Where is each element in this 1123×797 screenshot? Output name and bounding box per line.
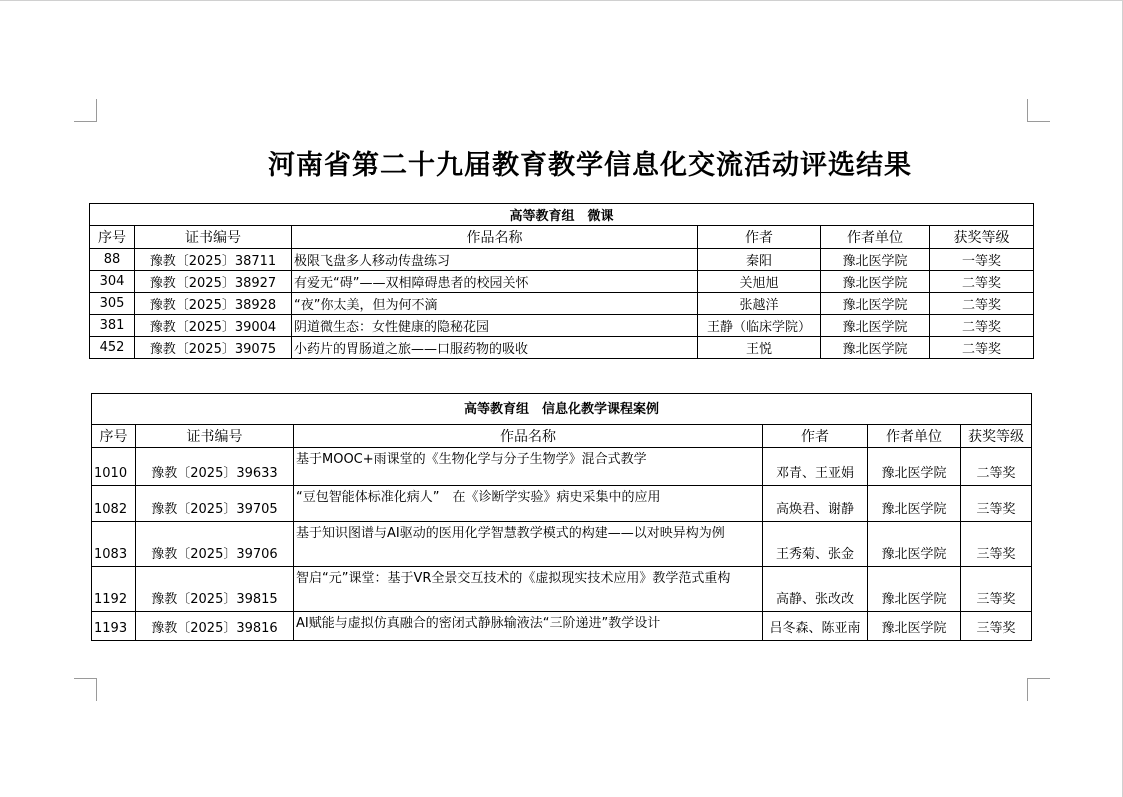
cell-unit: 豫北医学院 [821,315,930,337]
cell-author: 王秀菊、张金 [763,522,868,567]
header-work-name: 作品名称 [292,226,698,249]
cell-award: 三等奖 [961,486,1032,522]
cell-work-name: 基于知识图谱与AI驱动的医用化学智慧教学模式的构建——以对映异构为例 [294,522,763,567]
cell-award: 一等奖 [930,249,1034,271]
table-row [92,448,1032,486]
cell-author: 王悦 [698,337,821,359]
cell-author: 张越洋 [698,293,821,315]
cell-unit: 豫北医学院 [821,293,930,315]
cell-award: 三等奖 [961,522,1032,567]
table-row [92,486,1032,522]
cell-unit: 豫北医学院 [868,448,961,486]
header-cert-no: 证书编号 [136,425,294,448]
header-award: 获奖等级 [961,425,1032,448]
crop-mark-top-left [74,99,97,122]
cell-unit: 豫北医学院 [868,567,961,612]
cell-unit: 豫北医学院 [868,612,961,641]
crop-mark-top-right [1027,99,1050,122]
document-title: 河南省第二十九届教育教学信息化交流活动评选结果 [268,150,912,181]
header-unit: 作者单位 [821,226,930,249]
cell-cert-no: 豫教〔2025〕39633 [136,448,294,486]
table-header-row [90,226,1034,249]
header-award: 获奖等级 [930,226,1034,249]
cell-work-name: AI赋能与虚拟仿真融合的密闭式静脉输液法“三阶递进”教学设计 [294,612,763,641]
cell-unit: 豫北医学院 [821,337,930,359]
table-row [90,249,1034,271]
cell-work-name: “夜”你太美，但为何不滴 [292,293,698,315]
cell-award: 二等奖 [930,293,1034,315]
table-micro-course [89,203,1034,359]
cell-work-name: 有爱无“碍”——双相障碍患者的校园关怀 [292,271,698,293]
cell-author: 吕冬森、陈亚南 [763,612,868,641]
table-row [90,337,1034,359]
cell-cert-no: 豫教〔2025〕38711 [135,249,292,271]
cell-cert-no: 豫教〔2025〕39815 [136,567,294,612]
cell-seq: 304 [90,271,135,293]
cell-author: 高静、张改改 [763,567,868,612]
cell-cert-no: 豫教〔2025〕38927 [135,271,292,293]
cell-seq: 381 [90,315,135,337]
table-row [92,522,1032,567]
cell-cert-no: 豫教〔2025〕39705 [136,486,294,522]
cell-seq: 1083 [92,522,136,567]
table-row [92,567,1032,612]
header-seq: 序号 [92,425,136,448]
table-section-title: 高等教育组 信息化教学课程案例 [92,394,1032,425]
cell-author: 邓青、王亚娟 [763,448,868,486]
cell-award: 二等奖 [961,448,1032,486]
cell-cert-no: 豫教〔2025〕38928 [135,293,292,315]
cell-author: 高焕君、谢静 [763,486,868,522]
cell-award: 三等奖 [961,567,1032,612]
cell-author: 王静（临床学院） [698,315,821,337]
header-seq: 序号 [90,226,135,249]
crop-mark-bottom-right [1027,678,1050,701]
table-header-row [92,425,1032,448]
cell-seq: 305 [90,293,135,315]
cell-seq: 1010 [92,448,136,486]
cell-cert-no: 豫教〔2025〕39706 [136,522,294,567]
cell-work-name: 极限飞盘多人移动传盘练习 [292,249,698,271]
crop-mark-bottom-left [74,678,97,701]
cell-work-name: 阴道微生态：女性健康的隐秘花园 [292,315,698,337]
cell-unit: 豫北医学院 [821,249,930,271]
cell-author: 关旭旭 [698,271,821,293]
cell-unit: 豫北医学院 [868,486,961,522]
cell-award: 二等奖 [930,337,1034,359]
cell-work-name: 小药片的胃肠道之旅——口服药物的吸收 [292,337,698,359]
table-course-case [91,393,1032,641]
cell-work-name: “豆包智能体标准化病人” 在《诊断学实验》病史采集中的应用 [294,486,763,522]
header-author: 作者 [698,226,821,249]
cell-seq: 452 [90,337,135,359]
header-work-name: 作品名称 [294,425,763,448]
cell-seq: 1193 [92,612,136,641]
cell-award: 二等奖 [930,271,1034,293]
page-top-border [0,0,1123,1]
cell-cert-no: 豫教〔2025〕39004 [135,315,292,337]
table-row [90,315,1034,337]
cell-award: 二等奖 [930,315,1034,337]
cell-author: 秦阳 [698,249,821,271]
cell-work-name: 智启“元”课堂：基于VR全景交互技术的《虚拟现实技术应用》教学范式重构 [294,567,763,612]
cell-cert-no: 豫教〔2025〕39075 [135,337,292,359]
cell-cert-no: 豫教〔2025〕39816 [136,612,294,641]
header-cert-no: 证书编号 [135,226,292,249]
header-unit: 作者单位 [868,425,961,448]
table-row [90,293,1034,315]
table-section-title: 高等教育组 微课 [90,204,1034,226]
cell-award: 三等奖 [961,612,1032,641]
cell-seq: 1192 [92,567,136,612]
header-author: 作者 [763,425,868,448]
cell-seq: 88 [90,249,135,271]
table-row [92,612,1032,641]
cell-work-name: 基于MOOC+雨课堂的《生物化学与分子生物学》混合式教学 [294,448,763,486]
table-row [90,271,1034,293]
cell-unit: 豫北医学院 [868,522,961,567]
cell-unit: 豫北医学院 [821,271,930,293]
cell-seq: 1082 [92,486,136,522]
